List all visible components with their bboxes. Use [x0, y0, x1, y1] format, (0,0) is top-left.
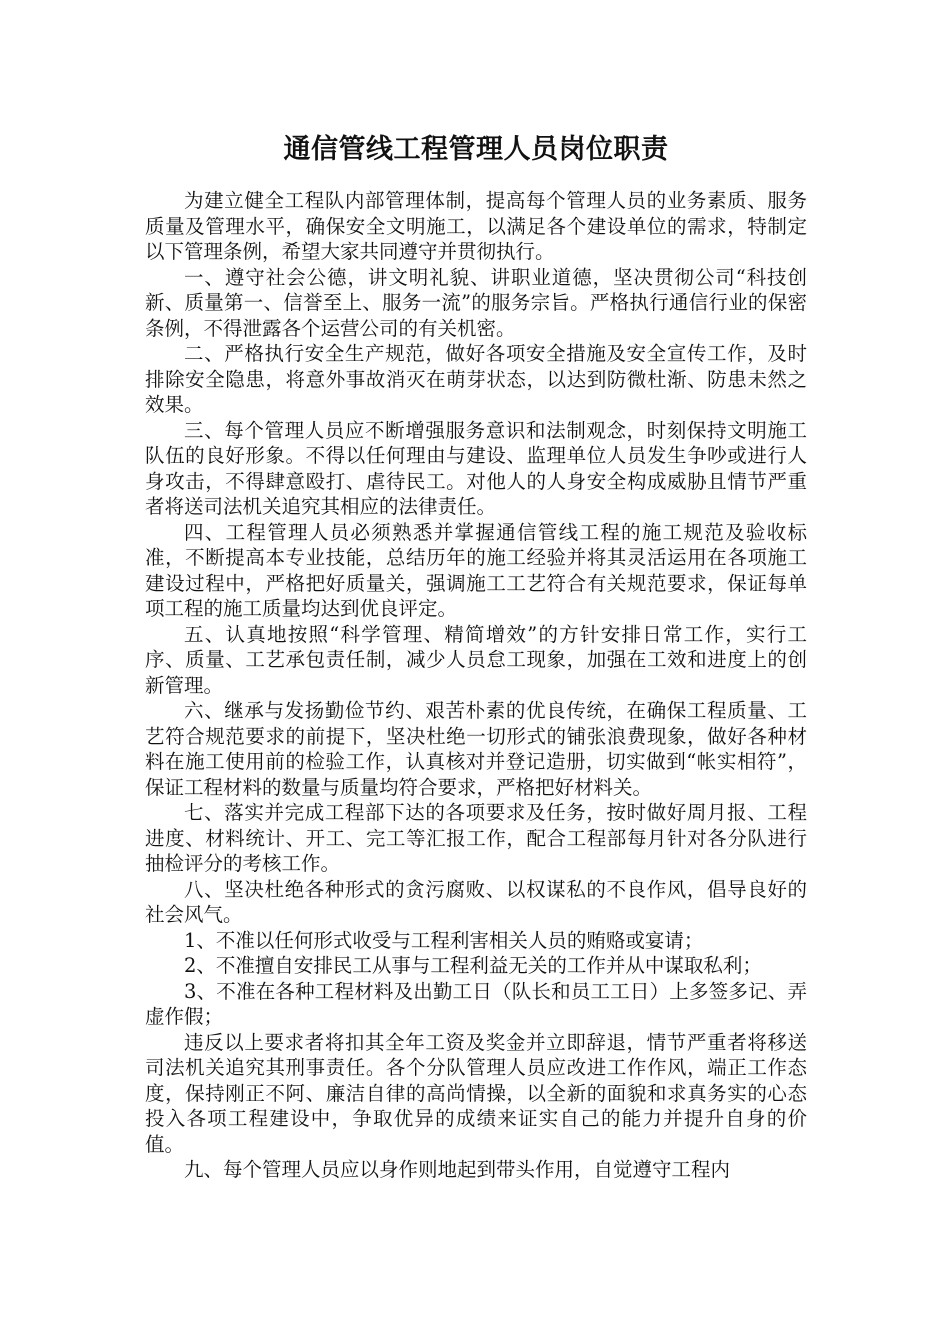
paragraph-intro: 为建立健全工程队内部管理体制，提高每个管理人员的业务素质、服务质量及管理水平，确保安全文明施工，以满足各个建设单位的需求，特制定以下管理条例，希望大家共同遵守并贯彻执行。: [145, 189, 807, 263]
paragraph-item-5: 五、认真地按照“科学管理、精简增效”的方针安排日常工作，实行工序、质量、工艺承包责任制，减少人员怠工现象，加强在工效和进度上的创新管理。: [145, 622, 807, 697]
paragraph-subitem-1: 1、不准以任何形式收受与工程利害相关人员的贿赂或宴请；: [184, 928, 704, 952]
document-body: [145, 188, 807, 1183]
paragraph-item-3: 三、每个管理人员应不断增强服务意识和法制观念，时刻保持文明施工队伍的良好形象。不得以任何理由与建设、监理单位人员发生争吵或进行人身攻击，不得肆意殴打、虐待民工。对他人的人身安全构成威胁且情节严重者将送司法机关追究其相应的法律责任。: [145, 418, 807, 518]
paragraph-item-9: 九、每个管理人员应以身作则地起到带头作用，自觉遵守工程内: [184, 1158, 731, 1181]
paragraph-subitem-3: 3、不准在各种工程材料及出勤工日（队长和员工工日）上多签多记、弄虚作假；: [145, 979, 807, 1028]
paragraph-item-7: 七、落实并完成工程部下达的各项要求及任务，按时做好周月报、工程进度、材料统计、开工、完工等汇报工作，配合工程部每月针对各分队进行抽检评分的考核工作。: [145, 801, 807, 875]
paragraph-subitem-2: 2、不准擅自安排民工从事与工程利益无关的工作并从中谋取私利；: [184, 954, 762, 977]
paragraph-item-2: 二、严格执行安全生产规范，做好各项安全措施及安全宣传工作，及时排除安全隐患，将意外事故消灭在萌芽状态，以达到防微杜渐、防患未然之效果。: [145, 342, 807, 416]
paragraph-penalty: 违反以上要求者将扣其全年工资及奖金并立即辞退，情节严重者将移送司法机关追究其刑事责任。各个分队管理人员应改进工作作风，端正工作态度，保持刚正不阿、廉洁自律的高尚情操，以全新的面貌和求真务实的心态投入各项工程建设中，争取优异的成绩来证实自己的能力并提升自身的价值。: [145, 1030, 807, 1156]
paragraph-item-1: 一、遵守社会公德，讲文明礼貌、讲职业道德，坚决贯彻公司“科技创新、质量第一、信誉至上、服务一流”的服务宗旨。严格执行通信行业的保密条例，不得泄露各个运营公司的有关机密。: [145, 265, 807, 340]
paragraph-item-4: 四、工程管理人员必须熟悉并掌握通信管线工程的施工规范及验收标准，不断提高本专业技能，总结历年的施工经验并将其灵活运用在各项施工建设过程中，严格把好质量关，强调施工工艺符合有关规范要求，保证每单项工程的施工质量均达到优良评定。: [145, 520, 807, 620]
document-title: 通信管线工程管理人员岗位职责: [283, 134, 669, 165]
paragraph-item-6: 六、继承与发扬勤俭节约、艰苦朴素的优良传统，在确保工程质量、工艺符合规范要求的前提下，坚决杜绝一切形式的铺张浪费现象，做好各种材料在施工使用前的检验工作，认真核对并登记造册，切实做到“帐实相符”，保证工程材料的数量与质量均符合要求，严格把好材料关。: [145, 699, 807, 799]
paragraph-item-8: 八、坚决杜绝各种形式的贪污腐败、以权谋私的不良作风，倡导良好的社会风气。: [145, 877, 807, 926]
